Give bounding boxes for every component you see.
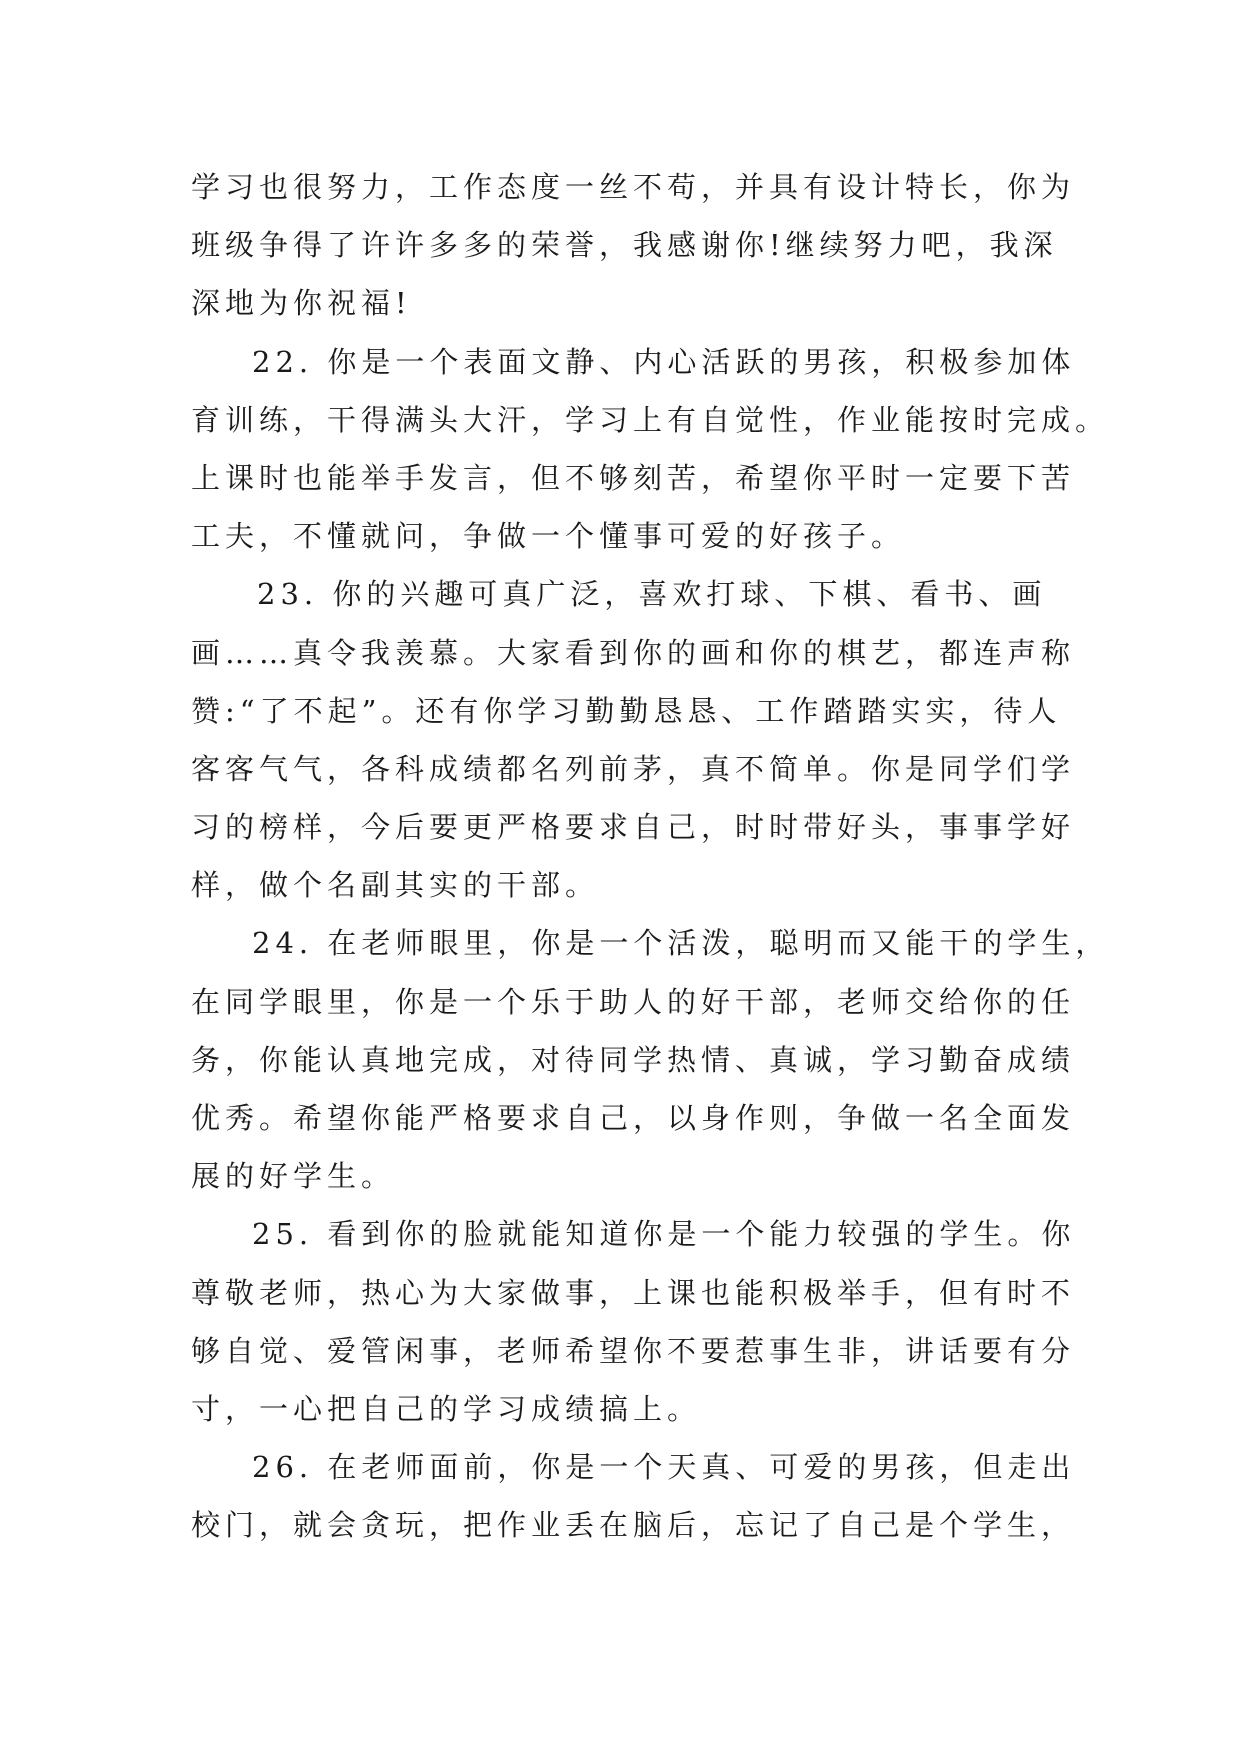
text-line: 深地为你祝福! — [191, 286, 412, 321]
text-line: 尊敬老师，热心为大家做事，上课也能积极举手，但有时不 — [191, 1275, 1076, 1310]
text-line: 学习也很努力，工作态度一丝不苟，并具有设计特长，你为 — [191, 170, 1076, 204]
text-line: 班级争得了许许多多的荣誉，我感谢你!继续努力吧，我深 — [191, 228, 1058, 263]
paragraph-22-start: 22. 你是一个表面文静、内心活跃的男孩，积极参加体 — [252, 344, 1076, 379]
text-line: 在同学眼里，你是一个乐于助人的好干部，老师交给你的任 — [191, 984, 1076, 1019]
text-line: 画……真令我羡慕。大家看到你的画和你的棋艺，都连声称 — [191, 635, 1076, 670]
paragraph-26-start: 26. 在老师面前，你是一个天真、可爱的男孩，但走出 — [252, 1450, 1076, 1485]
paragraph-24-start: 24. 在老师眼里，你是一个活泼，聪明而又能干的学生， — [252, 926, 1110, 961]
text-line: 样，做个名副其实的干部。 — [191, 868, 600, 903]
text-line: 客客气气，各科成绩都名列前茅，真不简单。你是同学们学 — [191, 751, 1076, 786]
text-line: 够自觉、爱管闲事，老师希望你不要惹事生非，讲话要有分 — [191, 1333, 1076, 1368]
paragraph-25-start: 25. 看到你的脸就能知道你是一个能力较强的学生。你 — [252, 1217, 1076, 1252]
text-line: 工夫，不懂就问，争做一个懂事可爱的好孩子。 — [191, 519, 906, 554]
document-body — [191, 158, 1110, 1555]
text-line: 习的榜样，今后要更严格要求自己，时时带好头，事事学好 — [191, 810, 1076, 845]
paragraph-23-start: 23. 你的兴趣可真广泛，喜欢打球、下棋、看书、画 — [257, 577, 1047, 612]
text-line: 展的好学生。 — [191, 1159, 396, 1194]
text-line: 寸，一心把自己的学习成绩搞上。 — [191, 1391, 702, 1426]
text-line: 务，你能认真地完成，对待同学热情、真诚，学习勤奋成绩 — [191, 1042, 1076, 1077]
text-line: 优秀。希望你能严格要求自己，以身作则，争做一名全面发 — [191, 1101, 1076, 1135]
text-line: 上课时也能举手发言，但不够刻苦，希望你平时一定要下苦 — [191, 460, 1076, 495]
text-line: 育训练，干得满头大汗，学习上有自觉性，作业能按时完成。 — [191, 402, 1110, 437]
text-line: 校门，就会贪玩，把作业丢在脑后，忘记了自己是个学生， — [191, 1508, 1076, 1543]
text-line: 赞:“了不起”。还有你学习勤勤恳恳、工作踏踏实实，待人 — [191, 693, 1062, 728]
